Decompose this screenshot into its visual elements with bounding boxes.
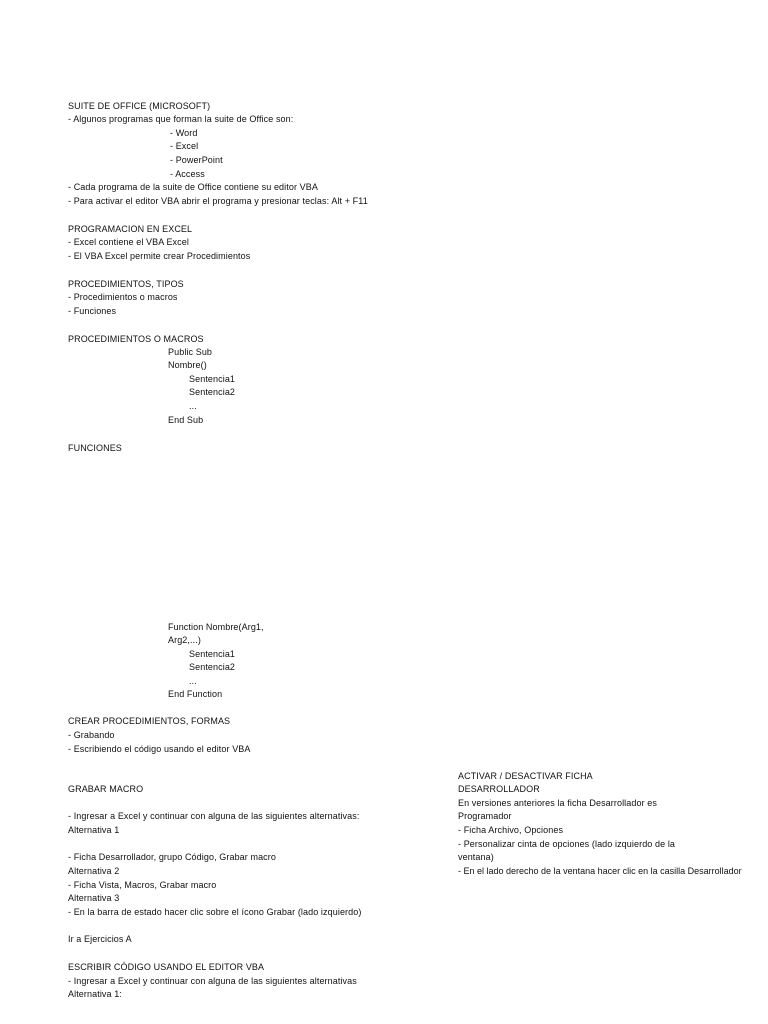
section-title-grabar-macro: GRABAR MACRO [68,784,144,794]
code-line: Sentencia2 [189,387,236,397]
text-line: - Personalizar cinta de opciones (lado izquierdo de la [458,839,676,849]
text-line: ventana) [458,852,494,862]
link-ir-a-ejercicios: Ir a Ejercicios A [68,934,132,944]
text-line: Alternativa 1 [68,825,120,835]
section-title-suite-office: SUITE DE OFFICE (MICROSOFT) [68,101,211,111]
code-line: ... [189,401,197,411]
text-line: - Algunos programas que forman la suite de Office son: [68,114,294,124]
code-line: End Function [168,689,223,699]
code-line: Public Sub [168,347,213,357]
text-line: - El VBA Excel permite crear Procedimientos [68,251,251,261]
text-line: - Cada programa de la suite de Office contiene su editor VBA [68,182,318,192]
code-line: End Sub [168,415,204,425]
section-title-activar-ficha-cont: DESARROLLADOR [458,784,540,794]
text-line: - Procedimientos o macros [68,292,178,302]
text-line: - Escribiendo el código usando el editor VBA [68,744,251,754]
text-line: Alternativa 1: [68,989,122,999]
code-line: Sentencia1 [189,374,236,384]
text-line: - Ficha Desarrollador, grupo Código, Grabar macro [68,852,276,862]
code-line: Arg2,...) [168,635,201,645]
code-line: Nombre() [168,360,207,370]
text-line: - En el lado derecho de la ventana hacer clic en la casilla Desarrollador [458,866,742,876]
list-item: - PowerPoint [170,155,223,165]
text-line: - Funciones [68,306,117,316]
code-line: Function Nombre(Arg1, [168,622,264,632]
section-title-crear-procedimientos: CREAR PROCEDIMIENTOS, FORMAS [68,716,231,726]
code-line: Sentencia2 [189,662,236,672]
text-line: - Ficha Archivo, Opciones [458,825,564,835]
section-title-escribir-codigo: ESCRIBIR CÓDIGO USANDO EL EDITOR VBA [68,962,265,972]
section-title-programacion-excel: PROGRAMACION EN EXCEL [68,224,193,234]
text-line: Alternativa 3 [68,893,120,903]
code-line: Sentencia1 [189,649,236,659]
text-line: - Excel contiene el VBA Excel [68,237,189,247]
text-line: Alternativa 2 [68,866,120,876]
list-item: - Excel [170,141,199,151]
code-line: ... [189,676,197,686]
text-line: En versiones anteriores la ficha Desarrollador es [458,798,657,808]
text-line: - Grabando [68,730,115,740]
section-title-activar-ficha: ACTIVAR / DESACTIVAR FICHA [458,771,593,781]
section-title-procedimientos-tipos: PROCEDIMIENTOS, TIPOS [68,279,184,289]
text-line: - Ingresar a Excel y continuar con alguna de las siguientes alternativas: [68,811,360,821]
text-line: - Ficha Vista, Macros, Grabar macro [68,880,217,890]
text-line: - Para activar el editor VBA abrir el programa y presionar teclas: Alt + F11 [68,196,368,206]
list-item: - Word [170,128,198,138]
text-line: - Ingresar a Excel y continuar con alguna de las siguientes alternativas [68,976,357,986]
section-title-funciones: FUNCIONES [68,443,122,453]
text-line: - En la barra de estado hacer clic sobre el ícono Grabar (lado izquierdo) [68,907,362,917]
section-title-procedimientos-macros: PROCEDIMIENTOS O MACROS [68,334,204,344]
list-item: - Access [170,169,205,179]
text-line: Programador [458,811,512,821]
